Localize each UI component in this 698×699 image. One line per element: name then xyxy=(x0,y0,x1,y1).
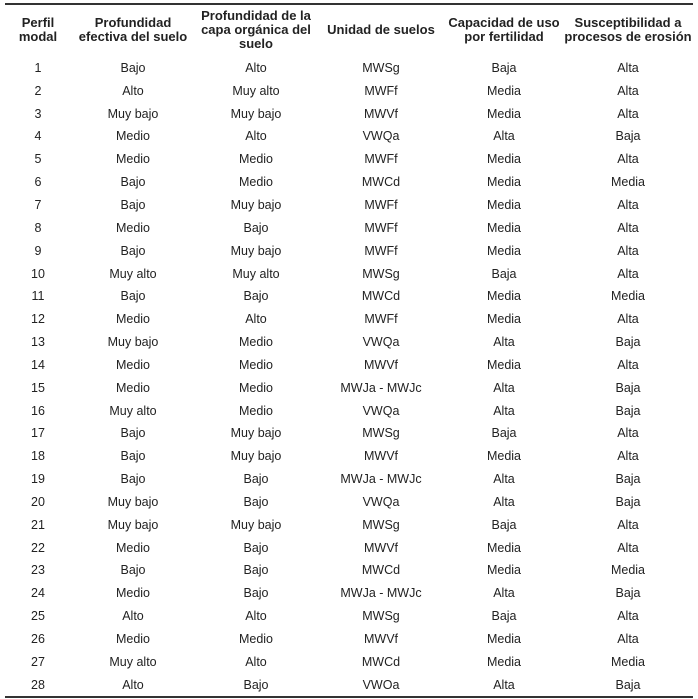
table-cell: Bajo xyxy=(120,426,146,441)
table-cell: MWCd xyxy=(361,563,401,578)
table-cell: Media xyxy=(486,220,522,235)
table-cell: 7 xyxy=(34,197,42,212)
table-cell: Alta xyxy=(493,472,515,487)
table-cell: Alta xyxy=(493,335,515,350)
table-cell: Bajo xyxy=(243,220,269,235)
table-cell: Baja xyxy=(491,266,517,281)
table-cell: MWVf xyxy=(363,357,399,372)
table-cell: Muy bajo xyxy=(230,106,282,121)
table-row xyxy=(5,445,693,468)
table-cell: Baja xyxy=(491,60,517,75)
table-cell: 15 xyxy=(31,380,45,395)
table-cell: Bajo xyxy=(243,494,269,509)
table-cell: Baja xyxy=(615,380,641,395)
table-cell: 3 xyxy=(34,106,42,121)
table-cell: Media xyxy=(486,563,522,578)
table-cell: Medio xyxy=(115,540,151,555)
bottom-rule xyxy=(5,696,693,698)
table-cell: Muy bajo xyxy=(107,494,159,509)
table-cell: Alto xyxy=(245,609,267,624)
table-cell: 20 xyxy=(31,494,45,509)
table-row xyxy=(5,194,693,217)
table-row xyxy=(5,353,693,376)
table-cell: 21 xyxy=(31,517,45,532)
table-cell: 12 xyxy=(31,312,45,327)
table-cell: Alta xyxy=(493,380,515,395)
table-row xyxy=(5,102,693,125)
table-cell: Alta xyxy=(493,129,515,144)
table-row xyxy=(5,239,693,262)
table-cell: Muy alto xyxy=(232,83,280,98)
table-cell: Baja xyxy=(615,472,641,487)
table-cell: Medio xyxy=(238,175,274,190)
table-cell: Bajo xyxy=(120,243,146,258)
table-cell: 28 xyxy=(31,677,45,692)
table-cell: Baja xyxy=(615,586,641,601)
table-cell: MWFf xyxy=(364,197,398,212)
table-cell: 11 xyxy=(31,289,45,304)
table-row xyxy=(5,216,693,239)
table-cell: Muy bajo xyxy=(107,106,159,121)
table-cell: 18 xyxy=(31,449,45,464)
table-cell: MWJa - MWJc xyxy=(340,380,422,395)
table-row xyxy=(5,536,693,559)
table-cell: Media xyxy=(486,289,522,304)
table-cell: Alta xyxy=(617,609,639,624)
table-cell: MWJa - MWJc xyxy=(340,472,422,487)
table-cell: Bajo xyxy=(120,449,146,464)
table-cell: VWQa xyxy=(362,129,400,144)
table-cell: Muy bajo xyxy=(230,517,282,532)
table-cell: Medio xyxy=(115,129,151,144)
table-cell: Bajo xyxy=(243,472,269,487)
table-header xyxy=(5,5,693,56)
table-cell: Alta xyxy=(617,83,639,98)
table-row xyxy=(5,559,693,582)
table-cell: Muy alto xyxy=(232,266,280,281)
table-cell: Bajo xyxy=(243,540,269,555)
table-cell: Media xyxy=(486,449,522,464)
table-cell: Media xyxy=(486,312,522,327)
table-cell: Media xyxy=(486,357,522,372)
table-cell: Medio xyxy=(238,632,274,647)
table-cell: Alta xyxy=(617,152,639,167)
table-cell: MWFf xyxy=(364,152,398,167)
table-cell: Alto xyxy=(245,60,267,75)
soil-table xyxy=(5,3,693,698)
column-header: Perfil modal xyxy=(18,15,58,44)
table-cell: Bajo xyxy=(243,586,269,601)
table-cell: Alta xyxy=(617,243,639,258)
table-cell: Alto xyxy=(245,312,267,327)
table-cell: Medio xyxy=(238,152,274,167)
table-cell: MWCd xyxy=(361,654,401,669)
table-cell: Muy bajo xyxy=(230,449,282,464)
table-cell: MWFf xyxy=(364,220,398,235)
table-cell: 6 xyxy=(34,175,42,190)
table-row xyxy=(5,491,693,514)
table-cell: Media xyxy=(610,175,646,190)
table-cell: 8 xyxy=(34,220,42,235)
table-cell: Alta xyxy=(617,60,639,75)
table-cell: Medio xyxy=(115,220,151,235)
table-row xyxy=(5,308,693,331)
table-cell: 17 xyxy=(31,426,45,441)
table-cell: Alto xyxy=(122,677,144,692)
table-row xyxy=(5,582,693,605)
table-cell: Media xyxy=(486,632,522,647)
table-cell: MWVf xyxy=(363,632,399,647)
table-cell: 24 xyxy=(31,586,45,601)
table-cell: Alta xyxy=(617,449,639,464)
table-cell: VWQa xyxy=(362,494,400,509)
table-body xyxy=(5,56,693,697)
table-cell: 14 xyxy=(31,357,45,372)
table-cell: Baja xyxy=(615,403,641,418)
table-row xyxy=(5,57,693,80)
table-cell: Media xyxy=(486,106,522,121)
table-row xyxy=(5,331,693,354)
column-header: Capacidad de uso por fertilidad xyxy=(448,15,560,44)
table-row xyxy=(5,79,693,102)
table-cell: 22 xyxy=(31,540,45,555)
table-cell: Media xyxy=(486,197,522,212)
table-cell: MWFf xyxy=(364,312,398,327)
table-cell: Bajo xyxy=(120,175,146,190)
table-cell: Muy bajo xyxy=(230,197,282,212)
table-cell: 27 xyxy=(31,654,45,669)
table-cell: Bajo xyxy=(120,60,146,75)
table-cell: MWVf xyxy=(363,540,399,555)
table-cell: Alta xyxy=(493,403,515,418)
table-cell: Muy bajo xyxy=(107,517,159,532)
table-cell: Muy alto xyxy=(109,654,157,669)
table-cell: Alta xyxy=(617,266,639,281)
table-cell: Muy alto xyxy=(109,403,157,418)
table-cell: Alto xyxy=(245,129,267,144)
table-row xyxy=(5,399,693,422)
table-cell: 9 xyxy=(34,243,42,258)
table-cell: Alta xyxy=(617,540,639,555)
table-cell: Medio xyxy=(115,357,151,372)
table-row xyxy=(5,628,693,651)
table-cell: Media xyxy=(486,243,522,258)
table-cell: Media xyxy=(486,83,522,98)
table-cell: MWSg xyxy=(362,60,400,75)
table-row xyxy=(5,376,693,399)
table-cell: Medio xyxy=(238,357,274,372)
table-cell: Medio xyxy=(115,380,151,395)
table-cell: Muy bajo xyxy=(107,335,159,350)
table-cell: 4 xyxy=(34,129,42,144)
table-row xyxy=(5,605,693,628)
table-cell: MWSg xyxy=(362,517,400,532)
table-cell: Alto xyxy=(122,83,144,98)
table-cell: Bajo xyxy=(243,289,269,304)
table-cell: VWQa xyxy=(362,335,400,350)
table-cell: Baja xyxy=(491,609,517,624)
table-cell: MWSg xyxy=(362,426,400,441)
table-cell: Alta xyxy=(617,632,639,647)
table-cell: Alta xyxy=(617,197,639,212)
table-cell: Baja xyxy=(615,335,641,350)
column-header: Unidad de suelos xyxy=(327,22,435,37)
table-cell: Baja xyxy=(491,517,517,532)
table-cell: Media xyxy=(486,152,522,167)
table-cell: Medio xyxy=(115,152,151,167)
table-cell: 10 xyxy=(31,266,45,281)
table-cell: 13 xyxy=(31,335,45,350)
table-cell: Alta xyxy=(617,426,639,441)
table-cell: Bajo xyxy=(120,289,146,304)
table-row xyxy=(5,262,693,285)
table-cell: Bajo xyxy=(243,563,269,578)
table-cell: 23 xyxy=(31,563,45,578)
table-cell: Media xyxy=(486,654,522,669)
table-cell: MWCd xyxy=(361,289,401,304)
table-row xyxy=(5,673,693,696)
table-cell: Medio xyxy=(115,632,151,647)
table-cell: MWSg xyxy=(362,609,400,624)
table-cell: Medio xyxy=(238,380,274,395)
table-cell: 26 xyxy=(31,632,45,647)
table-cell: MWFf xyxy=(364,243,398,258)
table-cell: Alto xyxy=(122,609,144,624)
table-cell: MWJa - MWJc xyxy=(340,586,422,601)
table-cell: 2 xyxy=(34,83,42,98)
table-cell: VWOa xyxy=(362,677,400,692)
table-cell: Alta xyxy=(617,357,639,372)
table-cell: MWVf xyxy=(363,449,399,464)
table-cell: 5 xyxy=(34,152,42,167)
table-cell: MWCd xyxy=(361,175,401,190)
table-cell: MWSg xyxy=(362,266,400,281)
table-cell: Muy bajo xyxy=(230,426,282,441)
table-cell: Alto xyxy=(245,654,267,669)
table-cell: Media xyxy=(486,540,522,555)
table-cell: Bajo xyxy=(120,563,146,578)
table-cell: Alta xyxy=(493,586,515,601)
table-cell: 19 xyxy=(31,472,45,487)
table-cell: Alta xyxy=(493,677,515,692)
table-cell: Baja xyxy=(491,426,517,441)
table-row xyxy=(5,468,693,491)
table-cell: VWQa xyxy=(362,403,400,418)
table-cell: Media xyxy=(610,289,646,304)
table-cell: Media xyxy=(610,563,646,578)
table-cell: 16 xyxy=(31,403,45,418)
column-header: Susceptibilidad a procesos de erosión xyxy=(564,15,692,44)
table-cell: Bajo xyxy=(120,197,146,212)
table-cell: Alta xyxy=(617,220,639,235)
table-cell: Media xyxy=(486,175,522,190)
table-row xyxy=(5,285,693,308)
table-cell: Bajo xyxy=(243,677,269,692)
table-cell: Media xyxy=(610,654,646,669)
table-row xyxy=(5,125,693,148)
table-cell: Baja xyxy=(615,129,641,144)
table-cell: Alta xyxy=(493,494,515,509)
table-cell: Alta xyxy=(617,517,639,532)
table-cell: Medio xyxy=(238,335,274,350)
table-cell: Alta xyxy=(617,312,639,327)
table-row xyxy=(5,513,693,536)
table-cell: Baja xyxy=(615,494,641,509)
table-cell: Medio xyxy=(115,312,151,327)
column-header: Profundidad de la capa orgánica del suelo xyxy=(201,8,311,51)
table-cell: MWFf xyxy=(364,83,398,98)
table-row xyxy=(5,422,693,445)
table-cell: Alta xyxy=(617,106,639,121)
table-cell: 1 xyxy=(34,60,42,75)
table-cell: 25 xyxy=(31,609,45,624)
table-row xyxy=(5,171,693,194)
table-row xyxy=(5,148,693,171)
table-cell: Medio xyxy=(115,586,151,601)
table-cell: MWVf xyxy=(363,106,399,121)
table-cell: Medio xyxy=(238,403,274,418)
table-cell: Bajo xyxy=(120,472,146,487)
table-cell: Muy bajo xyxy=(230,243,282,258)
column-header: Profundidad efectiva del suelo xyxy=(78,15,188,44)
table-cell: Muy alto xyxy=(109,266,157,281)
table-row xyxy=(5,650,693,673)
table-cell: Baja xyxy=(615,677,641,692)
